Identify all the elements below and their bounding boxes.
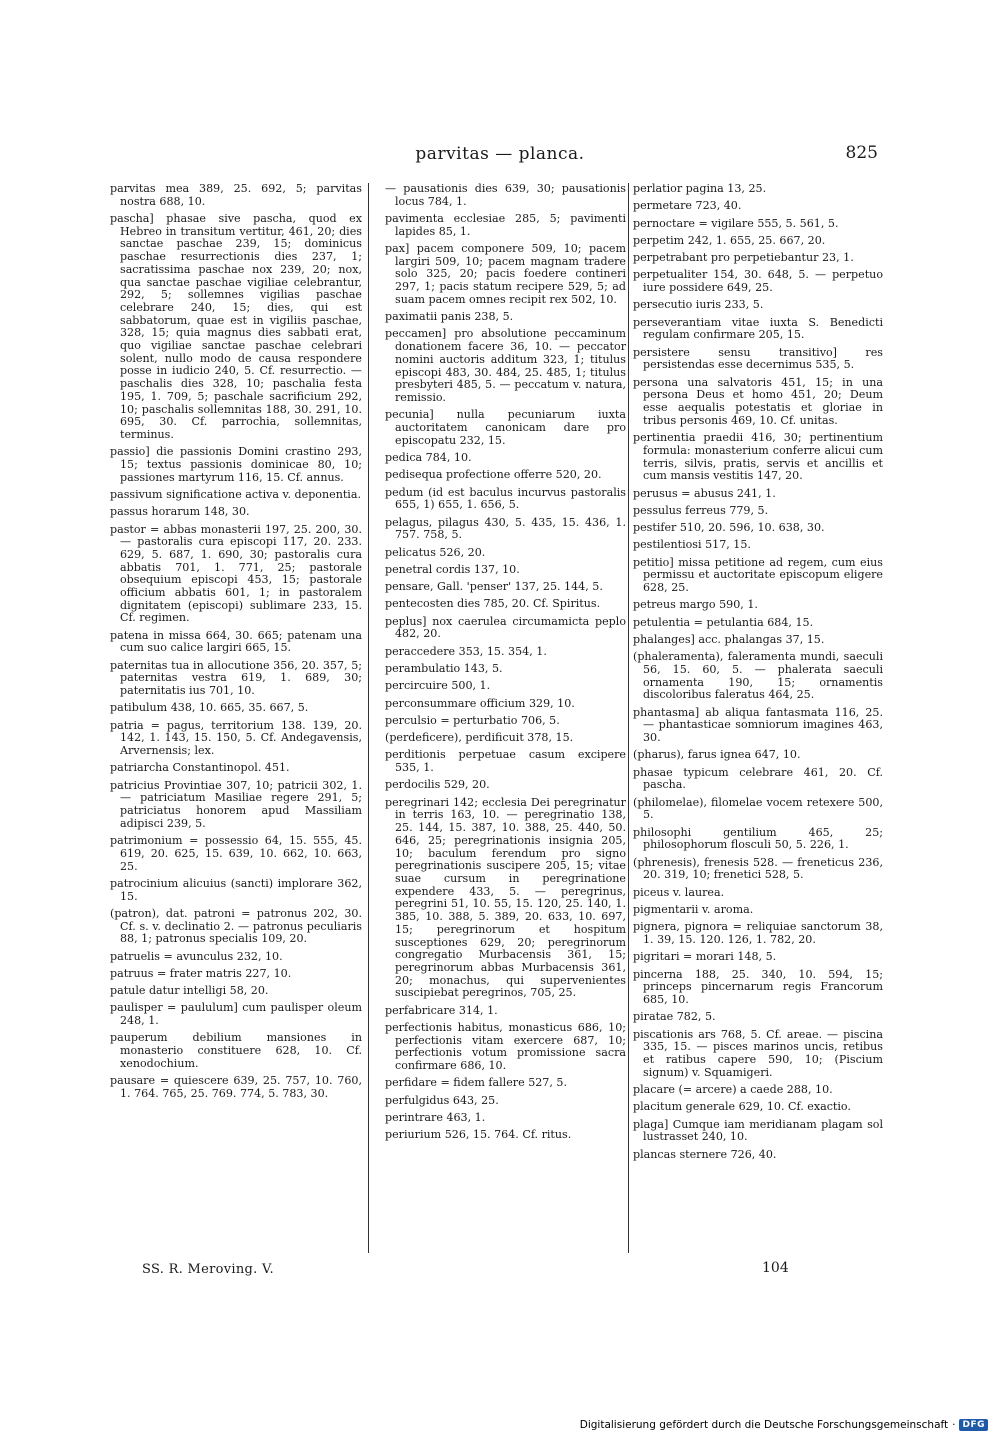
dictionary-entry: perlatior pagina 13, 25. — [633, 182, 767, 195]
dictionary-entry: passivum significatione activa v. deponentia. — [110, 487, 361, 501]
dictionary-entry: perdocilis 529, 20. — [385, 778, 490, 792]
dictionary-entry: perfabricare 314, 1. — [385, 1003, 498, 1017]
dictionary-entry: pentecosten dies 785, 20. Cf. Spiritus. — [385, 597, 601, 611]
dictionary-entry: pelicatus 526, 20. — [385, 545, 486, 559]
dictionary-entry: perfidare = fidem fallere 527, 5. — [385, 1076, 568, 1090]
dictionary-entry: patule datur intelligi 58, 20. — [110, 984, 269, 998]
dictionary-entry: piscationis ars 768, 5. Cf. areae. — piscina 335, 15. — pisces marinos uncis, retibus et ratibus capere 590, 10; (Piscium signum) v. Squamigeri. — [633, 1027, 883, 1079]
dictionary-entry: phalanges] acc. phalangas 37, 15. — [633, 633, 825, 647]
dictionary-entry: perintrare 463, 1. — [385, 1110, 486, 1124]
dictionary-entry: patriarcha Constantinopol. 451. — [110, 761, 290, 775]
dictionary-entry: petreus margo 590, 1. — [633, 598, 758, 612]
column-2 — [368, 183, 626, 1253]
dictionary-entry: perfectionis habitus, monasticus 686, 10; perfectionis vitam exercere 687, 10; perfectionis votum promissione sacra confirmare 686, 10. — [385, 1020, 626, 1073]
dictionary-entry: (patron), dat. patroni = patronus 202, 30. Cf. s. v. declinatio 2. — patronus peculiaris 88, 1; patronus specialis 109, 20. — [110, 906, 362, 946]
dictionary-entry: perpetim 242, 1. 655, 25. 667, 20. — [633, 233, 826, 247]
dictionary-entry: plancas sternere 726, 40. — [633, 1147, 777, 1161]
dictionary-entry: perditionis perpetuae casum excipere 535, 1. — [385, 748, 626, 775]
dictionary-entry: piceus v. laurea. — [633, 885, 725, 899]
dictionary-entry: perseverantiam vitae iuxta S. Benedicti regulam confirmare 205, 15. — [633, 315, 883, 342]
dictionary-entry: patibulum 438, 10. 665, 35. 667, 5. — [110, 701, 309, 715]
dictionary-entry: (pharus), farus ignea 647, 10. — [633, 748, 801, 762]
dictionary-entry: pernoctare = vigilare 555, 5. 561, 5. — [633, 216, 839, 230]
dictionary-entry: (philomelae), filomelae vocem retexere 500, 5. — [633, 795, 883, 822]
dictionary-entry: (phrenesis), frenesis 528. — freneticus 236, 20. 319, 10; frenetici 528, 5. — [633, 855, 883, 882]
dictionary-entry: perpetualiter 154, 30. 648, 5. — perpetuo iure possidere 649, 25. — [633, 268, 883, 295]
dictionary-entry: perfulgidus 643, 25. — [385, 1093, 499, 1107]
dfg-credit-text: Digitalisierung gefördert durch die Deutsche Forschungsgemeinschaft — [579, 1419, 949, 1431]
dictionary-entry: pelagus, pilagus 430, 5. 435, 15. 436, 1. 757. 758, 5. — [385, 515, 626, 542]
dictionary-entry: periurium 526, 15. 764. Cf. ritus. — [385, 1128, 572, 1142]
dictionary-entry: pauperum debilium mansiones in monasterio constituere 628, 10. Cf. xenodochium. — [110, 1031, 362, 1070]
dictionary-entry: peccamen] pro absolutione peccaminum donationem facere 36, 10. — peccator nomini auctoris additum 323, 1; titulus episcopi 483, 30. 484, 25. 485, 1; titulus presbyteri 485, 5. — peccatum v. natura, remissio. — [385, 327, 626, 404]
dictionary-entry: passus horarum 148, 30. — [110, 505, 250, 519]
dfg-logo-icon: DFG — [959, 1419, 988, 1431]
running-title: parvitas — planca. — [415, 144, 585, 164]
dictionary-entry: persecutio iuris 233, 5. — [633, 298, 764, 312]
dictionary-entry: phasae typicum celebrare 461, 20. Cf. pascha. — [633, 765, 883, 792]
dictionary-entry: pignera, pignora = reliquiae sanctorum 38, 1. 39, 15. 120. 126, 1. 782, 20. — [633, 920, 883, 947]
dictionary-entry: persona una salvatoris 451, 15; in una persona Deus et homo 451, 20; Deum esse aequalis potestatis et gloriae in tribus personis 469, 10. Cf. unitas. — [633, 375, 883, 427]
dictionary-entry: pestifer 510, 20. 596, 10. 638, 30. — [633, 521, 825, 535]
dfg-credit — [580, 1419, 988, 1431]
dictionary-entry: permetare 723, 40. — [633, 199, 742, 213]
dictionary-entry: penetral cordis 137, 10. — [385, 562, 520, 576]
dictionary-entry: paternitas tua in allocutione 356, 20. 357, 5; paternitas vestra 619, 1. 689, 30; paternitatis ius 701, 10. — [110, 658, 362, 698]
dictionary-entry: (phaleramenta), faleramenta mundi, saeculi 56, 15. 60, 5. — phalerata saeculi ornamenta 190, 15; ornamentis discoloribus faleratus 464, 25. — [633, 650, 883, 702]
dictionary-entry: patrocinium alicuius (sancti) implorare 362, 15. — [110, 876, 362, 903]
dictionary-entry: paximatii panis 238, 5. — [385, 310, 514, 324]
dictionary-entry: patrimonium = possessio 64, 15. 555, 45. 619, 20. 625, 15. 639, 10. 662, 10. 663, 25. — [110, 834, 362, 873]
dictionary-entry: passio] die passionis Domini crastino 293, 15; textus passionis dominicae 80, 10; passiones martyrum 116, 15. Cf. annus. — [110, 445, 362, 484]
dictionary-entry: perambulatio 143, 5. — [385, 662, 503, 675]
dictionary-entry: pincerna 188, 25. 340, 10. 594, 15; princeps pincernarum regis Francorum 685, 10. — [633, 967, 883, 1007]
dictionary-entry: pecunia] nulla pecuniarum iuxta auctoritatem canonicam dare pro episcopatu 232, 15. — [385, 408, 626, 447]
dictionary-entry: plaga] Cumque iam meridianam plagam sol lustrasset 240, 10. — [633, 1117, 883, 1144]
dictionary-entry: patruus = frater matris 227, 10. — [110, 966, 292, 980]
dictionary-entry: pigritari = morari 148, 5. — [633, 950, 777, 964]
dictionary-entry: placare (= arcere) a caede 288, 10. — [633, 1083, 833, 1097]
dictionary-entry: persistere sensu transitivo] res persistendas esse decernimus 535, 5. — [633, 345, 883, 372]
dictionary-entry: pedum (id est baculus incurvus pastoralis 655, 1) 655, 1. 656, 5. — [385, 485, 626, 512]
dictionary-entry: peraccedere 353, 15. 354, 1. — [385, 644, 547, 658]
dictionary-entry: peregrinari 142; ecclesia Dei peregrinatur in terris 163, 10. — peregrinatio 138, 25. 144, 15. 387, 10. 388, 25. 440, 50. 646, 25; peregrinationis insignia 205, 10; baculum ferendum pro signo peregrinationis suscipere 205, 15; vitae suae cursum in peregrinatione expendere 433, 5. — peregrinus, peregrini 51, 10. 55, 15. 120, 25. 140, 1. 385, 10. 388, 5. 389, 20. 633, 10. 697, 15; peregrinorum et hospitum susceptiones 629, 20; peregrinorum congregatio Murbacensis 361, 15; peregrinorum abbas Murbacensis 361, 20; monachus, qui supervenientes suscipiebat peregrinos, 705, 25. — [385, 795, 626, 1000]
dictionary-entry: parvitas mea 389, 25. 692, 5; parvitas nostra 688, 10. — [110, 182, 362, 208]
dictionary-entry: pavimenta ecclesiae 285, 5; pavimenti lapides 85, 1. — [385, 212, 626, 238]
dictionary-entry: perculsio = perturbatio 706, 5. — [385, 713, 560, 727]
dictionary-entry: pedica 784, 10. — [385, 450, 472, 464]
dictionary-entry: pastor = abbas monasterii 197, 25. 200, 30. — pastoralis cura episcopi 117, 20. 233. 629, 5. 687, 1. 690, 30; pastoralis cura abbatis 701, 1. 771, 25; pastorale obsequium episcopi 453, 15; pastorale officium abbatis 601, 1; in pastoralem dignitatem (episcopi) sublimare 233, 15. Cf. regimen. — [110, 522, 362, 625]
dictionary-entry: petulentia = petulantia 684, 15. — [633, 615, 814, 629]
dictionary-entry: paulisper = paululum] cum paulisper oleum 248, 1. — [110, 1001, 362, 1028]
dictionary-entry: (perdeficere), perdificuit 378, 15. — [385, 731, 574, 745]
dictionary-entry: — pausationis dies 639, 30; pausationis locus 784, 1. — [385, 182, 626, 208]
dictionary-entry: pertinentia praedii 416, 30; pertinentium formula: monasterium conferre alicui cum terris, silvis, pratis, servis et ancillis et cum mansis vestitis 147, 20. — [633, 431, 883, 483]
dictionary-entry: patruelis = avunculus 232, 10. — [110, 949, 283, 963]
dictionary-entry: patria = pagus, territorium 138. 139, 20. 142, 1. 143, 15. 150, 5. Cf. Andegavensis, Arvernensis; lex. — [110, 718, 362, 758]
dictionary-entry: pedisequa profectione offerre 520, 20. — [385, 468, 602, 482]
dictionary-entry: piratae 782, 5. — [633, 1010, 716, 1024]
dictionary-entry: philosophi gentilium 465, 25; philosophorum flosculi 50, 5. 226, 1. — [633, 825, 883, 852]
dictionary-entry: placitum generale 629, 10. Cf. exactio. — [633, 1100, 851, 1114]
dictionary-entry: percircuire 500, 1. — [385, 679, 491, 693]
column-3 — [628, 183, 883, 1253]
dictionary-entry: pausare = quiescere 639, 25. 757, 10. 760, 1. 764. 765, 25. 769. 774, 5. 783, 30. — [110, 1074, 362, 1100]
dictionary-entry: pascha] phasae sive pascha, quod ex Hebreo in transitum vertitur, 461, 20; dies sanctae paschae 239, 15; dominicus paschae resurrectionis dies 237, 1; sacratissima paschae nox 239, 20; nox, qua sanctae paschae vigiliae celebrantur, 292, 5; sollemnes vigilias paschae celebrare 240, 15; dies, qui est sabbatorum, quae est in vigiliis paschae, 328, 15; quia magnus dies sabbati erat, quo vigiliae sanctae paschae celebrari solent, nullo modo de causa respondere posse in iudicio 240, 5. Cf. resurrectio. — paschalis dies 328, 10; paschalia festa 195, 1. 709, 5; paschale sacrificium 292, 10; paschalis sollemnitas 188, 30. 291, 10. 695, 30. Cf. parrochia, sollemnitas, terminus. — [110, 212, 362, 441]
dictionary-entry: patena in missa 664, 30. 665; patenam una cum suo calice largiri 665, 15. — [110, 628, 362, 655]
dictionary-entry: perconsummare officium 329, 10. — [385, 696, 575, 710]
dictionary-entry: pigmentarii v. aroma. — [633, 903, 754, 917]
page-number: 825 — [845, 143, 878, 163]
dictionary-entry: pensare, Gall. 'penser' 137, 25. 144, 5. — [385, 580, 603, 594]
signature-number: 104 — [762, 1260, 789, 1276]
dictionary-entry: pessulus ferreus 779, 5. — [633, 503, 769, 517]
dictionary-entry: peplus] nox caerulea circumamicta peplo 482, 20. — [385, 614, 626, 641]
dictionary-entry: phantasma] ab aliqua fantasmata 116, 25. — phantasticae somniorum imagines 463, 30. — [633, 705, 883, 745]
column-1 — [110, 183, 362, 1105]
dictionary-entry: patricius Provintiae 307, 10; patricii 302, 1. — patriciatum Masiliae regere 291, 5; patriciatus honorem apud Massiliam adipisci 239, 5. — [110, 778, 362, 830]
dictionary-entry: pestilentiosi 517, 15. — [633, 538, 751, 552]
dictionary-entry: pax] pacem componere 509, 10; pacem largiri 509, 10; pacem magnam tradere solo 325, 20; pacis foedere contineri 297, 1; pacis statum recipere 529, 5; ad suam pacem omnes recipit rex 502, 10. — [385, 242, 626, 306]
dictionary-entry: perusus = abusus 241, 1. — [633, 486, 776, 500]
separator: · — [952, 1419, 956, 1431]
series-footer: SS. R. Meroving. V. — [142, 1262, 274, 1277]
dictionary-entry: petitio] missa petitione ad regem, cum eius permissu et auctoritate episcopum eligere 628, 25. — [633, 555, 883, 595]
dictionary-entry: perpetrabant pro perpetiebantur 23, 1. — [633, 251, 854, 265]
